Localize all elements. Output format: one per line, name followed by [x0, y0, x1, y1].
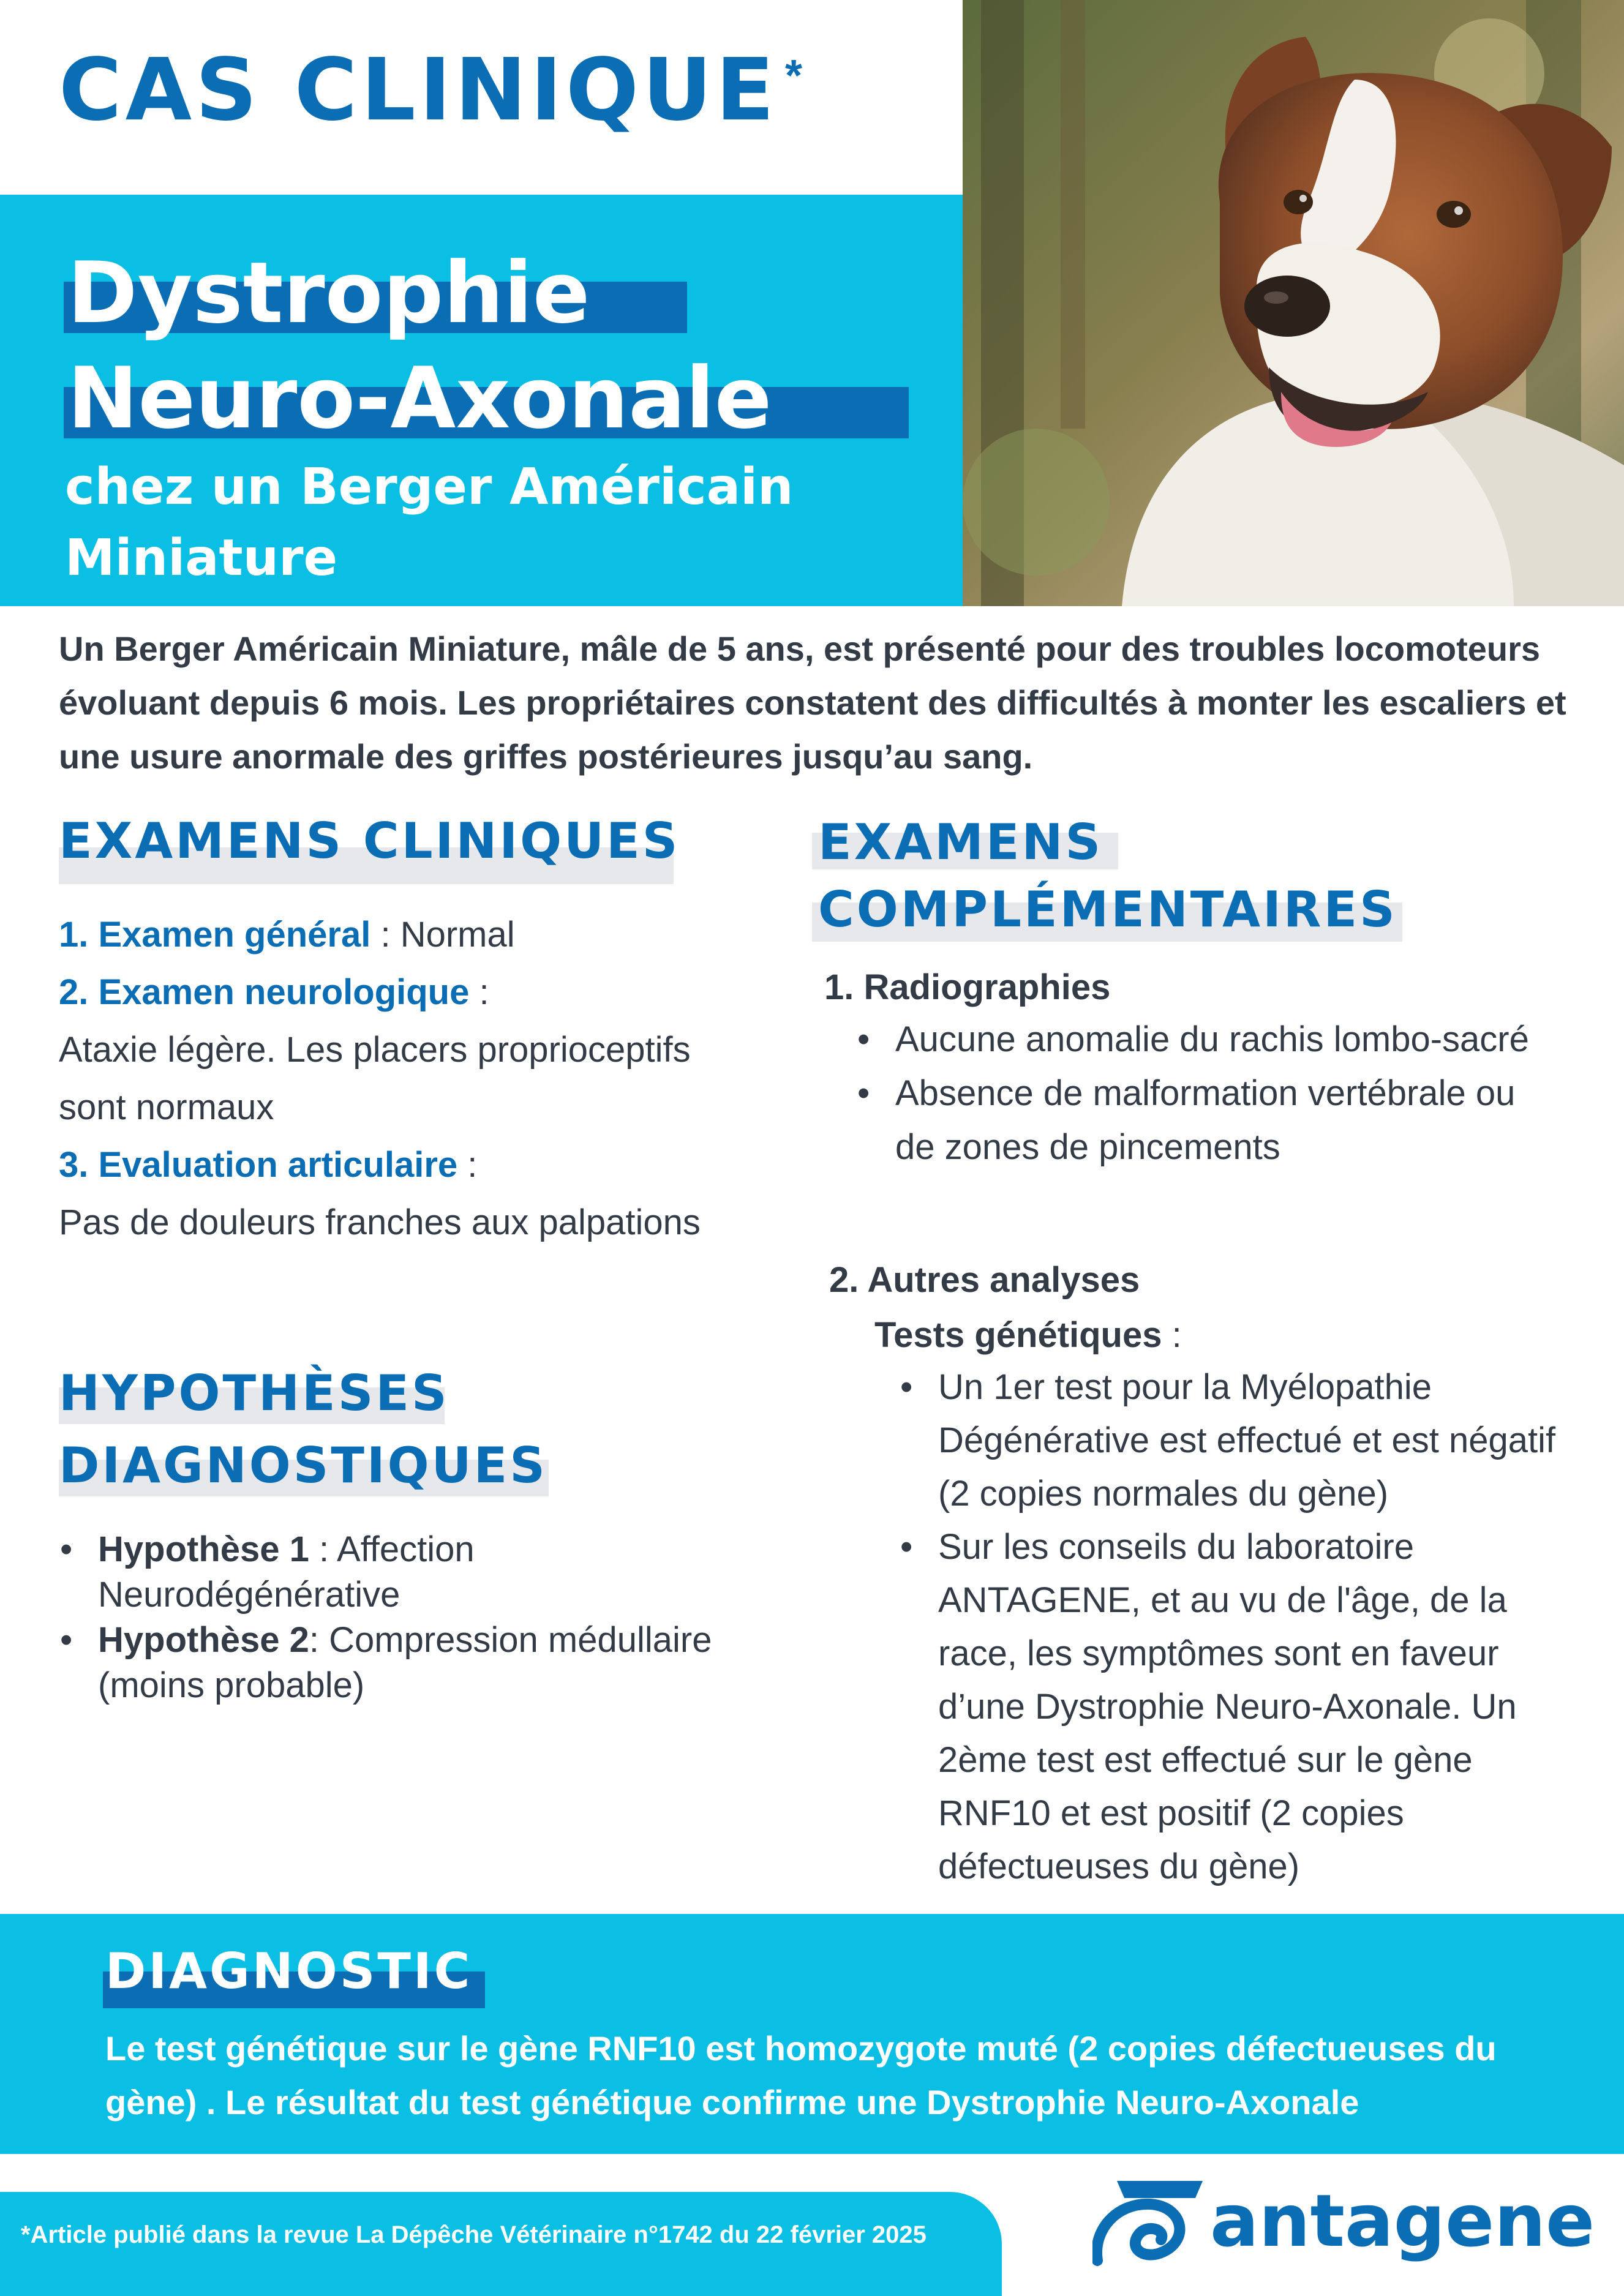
footer-note: *Article publié dans la revue La Dépêche Vétérinaire n°1742 du 22 février 2025 [21, 2221, 927, 2248]
logo-text: antagene [1210, 2178, 1595, 2263]
tests-genetiques-line [874, 1307, 1182, 1364]
exam-label: 2. Examen neurologique [59, 972, 470, 1012]
list-item [98, 1527, 784, 1618]
section-heading-diagnostic: DIAGNOSTIC [105, 1943, 473, 2000]
list-item: • Un 1er test pour la Myélopathie Dégénérative est effectué et est négatif (2 copies normales du gène) [938, 1360, 1575, 1520]
section-heading-hypotheses-2: DIAGNOSTIQUES [59, 1437, 547, 1494]
diagnostic-text: Le test génétique sur le gène RNF10 est homozygote muté (2 copies défectueuses du gène) . Le résultat du test génétique confirme une Dystrophie Neuro-Axonale [105, 2029, 1497, 2122]
list-item: • Sur les conseils du laboratoire ANTAGENE, et au vu de l'âge, de la race, les symptômes sont en faveur d’une Dystrophie Neuro-Axonale. Un 2ème test est effectué sur le gène RNF10 et est positif (2 copies défectueuses du gène) [938, 1520, 1575, 1893]
section-heading-examens-cliniques: EXAMENS CLINIQUES [59, 812, 680, 869]
exam-value: : Normal [370, 915, 515, 955]
list-item [98, 1618, 784, 1708]
exam-value: : [469, 972, 489, 1012]
tests-genetiques-suffix: : [1162, 1315, 1182, 1355]
section-heading-hypotheses-1: HYPOTHÈSES [59, 1365, 449, 1422]
section-heading-complementaires-2: COMPLÉMENTAIRES [818, 881, 1397, 938]
hypotheses-list [98, 1527, 784, 1708]
exam-label: 1. Examen général [59, 915, 371, 955]
radiographies-label: 1. Radiographies [824, 967, 1111, 1007]
hypothesis-label: Hypothèse 2 [98, 1620, 309, 1660]
exam-value: : [457, 1145, 478, 1185]
list-item: • Absence de malformation vertébrale ou de zones de pincements [895, 1067, 1544, 1174]
antagene-logo-icon [1092, 2175, 1203, 2267]
autres-analyses-label: 2. Autres analyses [829, 1260, 1140, 1300]
list-item: • Aucune anomalie du rachis lombo-sacré [895, 1013, 1544, 1067]
exam-item-articulaire [59, 1136, 745, 1194]
page-title: CAS CLINIQUE [59, 40, 778, 140]
exam-item-neurologique [59, 964, 745, 1021]
australian-shepherd-dog-photo [963, 0, 1624, 606]
exam-detail: Ataxie légère. Les placers proprioceptifs sont normaux [59, 1030, 691, 1127]
section-heading-complementaires-1: EXAMENS [818, 814, 1103, 871]
radiographies-list [895, 1013, 1544, 1174]
hypothesis-text: : Compression médullaire (moins probable) [98, 1620, 712, 1705]
tests-genetiques-list [938, 1360, 1575, 1893]
tests-genetiques-label: Tests génétiques [874, 1315, 1162, 1355]
hypothesis-text: : Affection Neurodégénérative [98, 1529, 475, 1615]
headline-line-1: Dystrophie [67, 244, 590, 342]
exam-item-general [59, 906, 745, 964]
title-asterisk: * [785, 51, 803, 100]
headline-line-2: Neuro-Axonale [67, 349, 772, 448]
exam-label: 3. Evaluation articulaire [59, 1145, 458, 1185]
subtitle: chez un Berger Américain Miniature [65, 458, 794, 587]
intro-paragraph: Un Berger Américain Miniature, mâle de 5 ans, est présenté pour des troubles locomoteurs évoluant depuis 6 mois. Les propriétaires constatent des difficultés à monter les escaliers et une usure anormale des griffes postérieures jusqu’au sang. [59, 629, 1566, 776]
hypothesis-label: Hypothèse 1 [98, 1529, 309, 1569]
exam-detail: Pas de douleurs franches aux palpations [59, 1202, 701, 1242]
dog-photo [963, 0, 1624, 606]
examens-cliniques-list [59, 906, 745, 1251]
